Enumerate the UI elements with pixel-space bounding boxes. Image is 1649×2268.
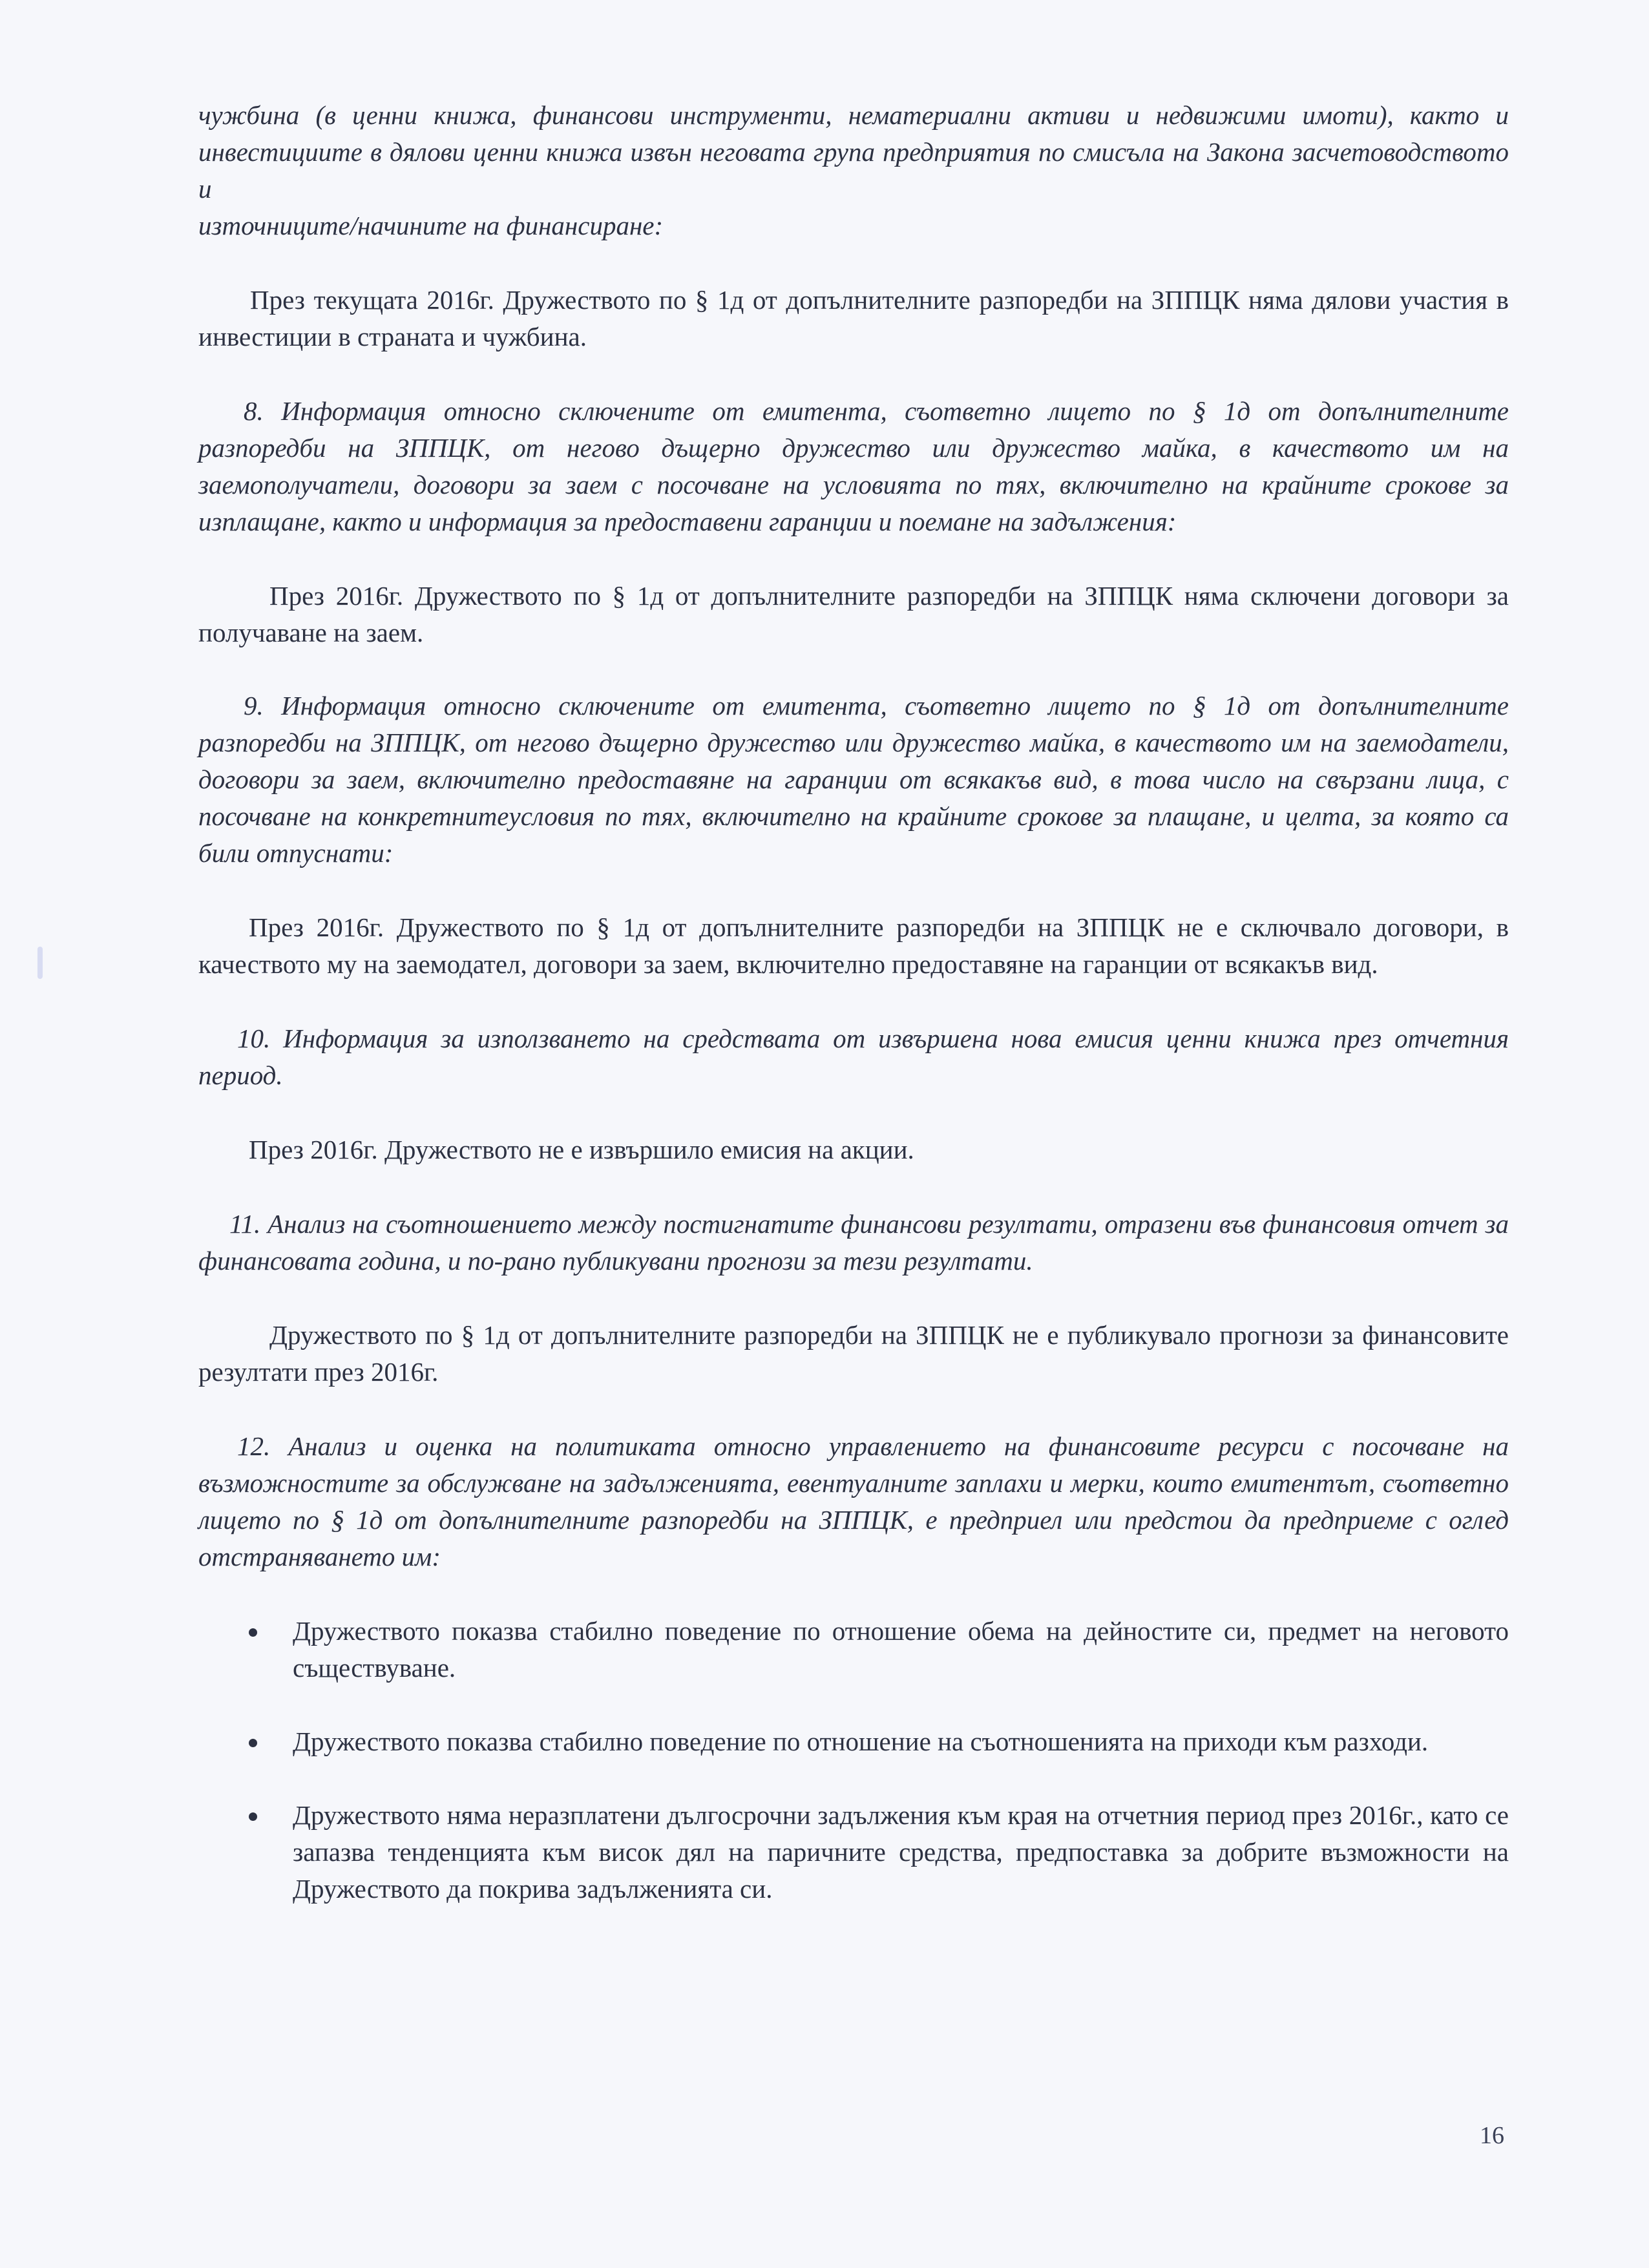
section-heading-10 [198,1020,1509,1094]
heading-continuation-line-1: чужбина (в ценни книжа, финансови инструменти, нематериални активи и недвижими имоти), както и инвестициите в дялови ценни книжа извън неговата група предприятия по смисъла на Закона засчетоводството и [198,100,1509,204]
paragraph-loans-granted: През 2016г. Дружеството по § 1д от допълнителните разпоредби на ЗППЦК не е сключвало договори, в качеството му на заемодател, договори за заем, включително предоставяне на гаранции от всякакъв вид. [198,912,1509,979]
page-number: 16 [1480,2122,1504,2149]
policy-bullet-list [198,1613,1509,1907]
section-number: 12. [237,1431,271,1461]
section-heading-text: Информация относно сключените от емитента, съответно лицето по § 1д от допълнителните разпоредби на ЗППЦК, от негово дъщерно дружество или дружество майка, в качеството им на заемодатели, договори за заем, включително предоставяне на гаранции от всякакъв вид, в това число на свързани лица, с посочване на конкретнитеусловия по тях, включително на крайните срокове за плащане, и целта, за която са били отпуснати: [198,691,1509,868]
bullet-icon [249,1739,257,1747]
section-heading-12 [198,1428,1509,1575]
section-heading-text: Анализ на съотношението между постигнатите финансови резултати, отразени във финансовия отчет за финансовата година, и по-рано публикувани прогнози за тези резултати. [198,1209,1509,1276]
section-heading-text: Анализ и оценка на политиката относно управлението на финансовите ресурси с посочване на възможностите за обслужване на задълженията, евентуалните заплахи и мерки, които емитентът, съответно лицето по § 1д от допълнителните разпоредби на ЗППЦК, е предприел или предстои да предприеме с оглед отстраняването им: [198,1431,1509,1571]
bullet-item [198,1723,1509,1760]
paragraph-forecasts: Дружеството по § 1д от допълнителните разпоредби на ЗППЦК не е публикувало прогнози за финансовите резултати през 2016г. [198,1320,1509,1387]
section-heading-9 [198,688,1509,872]
section-heading-text: Информация относно сключените от емитента, съответно лицето по § 1д от допълнителните разпоредби на ЗППЦК, от негово дъщерно дружество или дружество майка, в качеството им на заемополучатели, договори за заем с посочване на условията по тях, включително на крайните срокове за изплащане, както и информация за предоставени гаранции и поемане на задължения: [198,396,1509,536]
section-number: 10. [237,1024,271,1053]
paragraph-loans-received: През 2016г. Дружеството по § 1д от допълнителните разпоредби на ЗППЦК няма сключени договори за получаване на заем. [198,581,1509,647]
section-number: 8. [244,396,264,426]
heading-continuation-line-2: източниците/начините на финансиране: [198,211,664,240]
bullet-icon [249,1812,257,1821]
bullet-item [198,1613,1509,1686]
bullet-text: Дружеството показва стабилно поведение по отношение обема на дейностите си, предмет на неговото съществуване. [293,1616,1509,1683]
bullet-text: Дружеството показва стабилно поведение по отношение на съотношенията на приходи към разходи. [293,1727,1429,1756]
bullet-item [198,1797,1509,1907]
bullet-text: Дружеството няма неразплатени дългосрочни задължения към края на отчетния период през 2016г., като се запазва тенденцията към висок дял на паричните средства, предпоставка за добрите възможности на Дружеството да покрива задълженията си. [293,1800,1509,1904]
section-heading-11 [198,1206,1509,1279]
paragraph-investments: През текущата 2016г. Дружеството по § 1д от допълнителните разпоредби на ЗППЦК няма дялови участия в инвестиции в страната и чужбина. [198,285,1509,352]
document-page [198,97,1509,1907]
bullet-icon [249,1628,257,1637]
section-heading-8 [198,393,1509,540]
scan-artifact [37,947,43,979]
section-number: 9. [244,691,264,720]
section-heading-text: Информация за използването на средствата от извършена нова емисия ценни книжа през отчетния период. [198,1024,1509,1090]
section-number: 11. [229,1209,261,1239]
paragraph-share-issue: През 2016г. Дружеството не е извършило емисия на акции. [249,1135,914,1164]
